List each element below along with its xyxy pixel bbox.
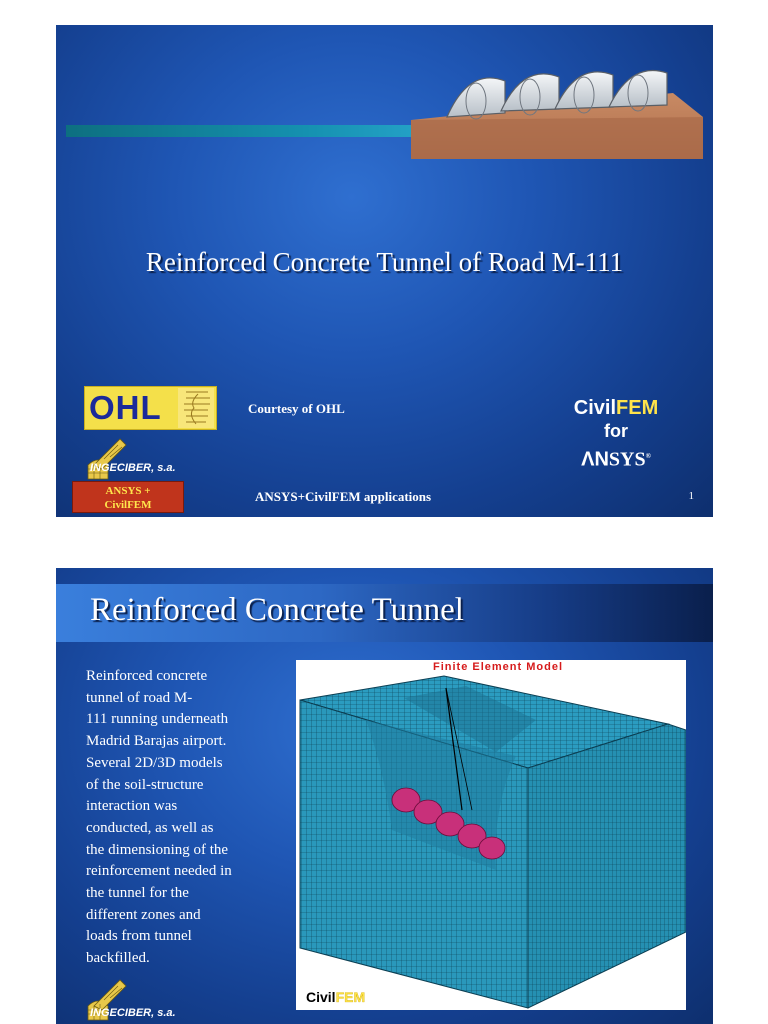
ohl-logo-text: OHL bbox=[89, 389, 162, 426]
footer-text: ANSYS+CivilFEM applications bbox=[255, 489, 432, 504]
ingeciber-text: INGECIBER, s.a. bbox=[90, 1007, 176, 1019]
ohl-logo bbox=[84, 386, 217, 430]
face-icon bbox=[178, 388, 214, 428]
slide-title: Reinforced Concrete Tunnel of Road M-111 bbox=[145, 247, 624, 277]
fem-mesh-image bbox=[296, 660, 686, 1010]
ansys-an: ΛN bbox=[581, 448, 609, 471]
civilfem-civil: Civil bbox=[573, 397, 617, 419]
badge-line-1: ANSYS + bbox=[105, 485, 151, 497]
ingeciber-logo-icon bbox=[74, 435, 234, 481]
figure-fem: FEM bbox=[335, 989, 366, 1005]
civilfem-fem: FEM bbox=[616, 397, 659, 419]
decorative-bar bbox=[66, 125, 466, 137]
badge-line-2: CivilFEM bbox=[104, 499, 152, 511]
ingeciber-text: INGECIBER, s.a. bbox=[90, 462, 176, 474]
civilfem-for-ansys-logo: CivilFEM for ΛNSYS® bbox=[561, 396, 671, 474]
figure-title: Finite Element Model bbox=[433, 661, 564, 673]
ansys-civilfem-badge bbox=[72, 481, 184, 513]
slide-title: Reinforced Concrete Tunnel bbox=[90, 592, 464, 628]
slide-body-text: Reinforced concrete tunnel of road M- 111 running underneath Madrid Barajas airport. Several 2D/3D models of the soil-structure interaction was conducted, as well as the dimensioning of the reinforcement needed in the tunnel for the different zones and loads from tunnel backfilled. bbox=[86, 668, 232, 967]
tunnel-illustration bbox=[411, 65, 703, 163]
slide-1 bbox=[56, 25, 713, 517]
ansys-sys: SYS bbox=[608, 448, 646, 471]
figure-civil: Civil bbox=[306, 989, 336, 1005]
page-number: 1 bbox=[688, 490, 694, 502]
figure-civilfem-logo bbox=[306, 989, 365, 1005]
courtesy-text: Courtesy of OHL bbox=[248, 401, 345, 416]
finite-element-figure bbox=[296, 660, 686, 1010]
slide-2 bbox=[56, 568, 713, 1024]
civilfem-for: for bbox=[604, 421, 628, 441]
